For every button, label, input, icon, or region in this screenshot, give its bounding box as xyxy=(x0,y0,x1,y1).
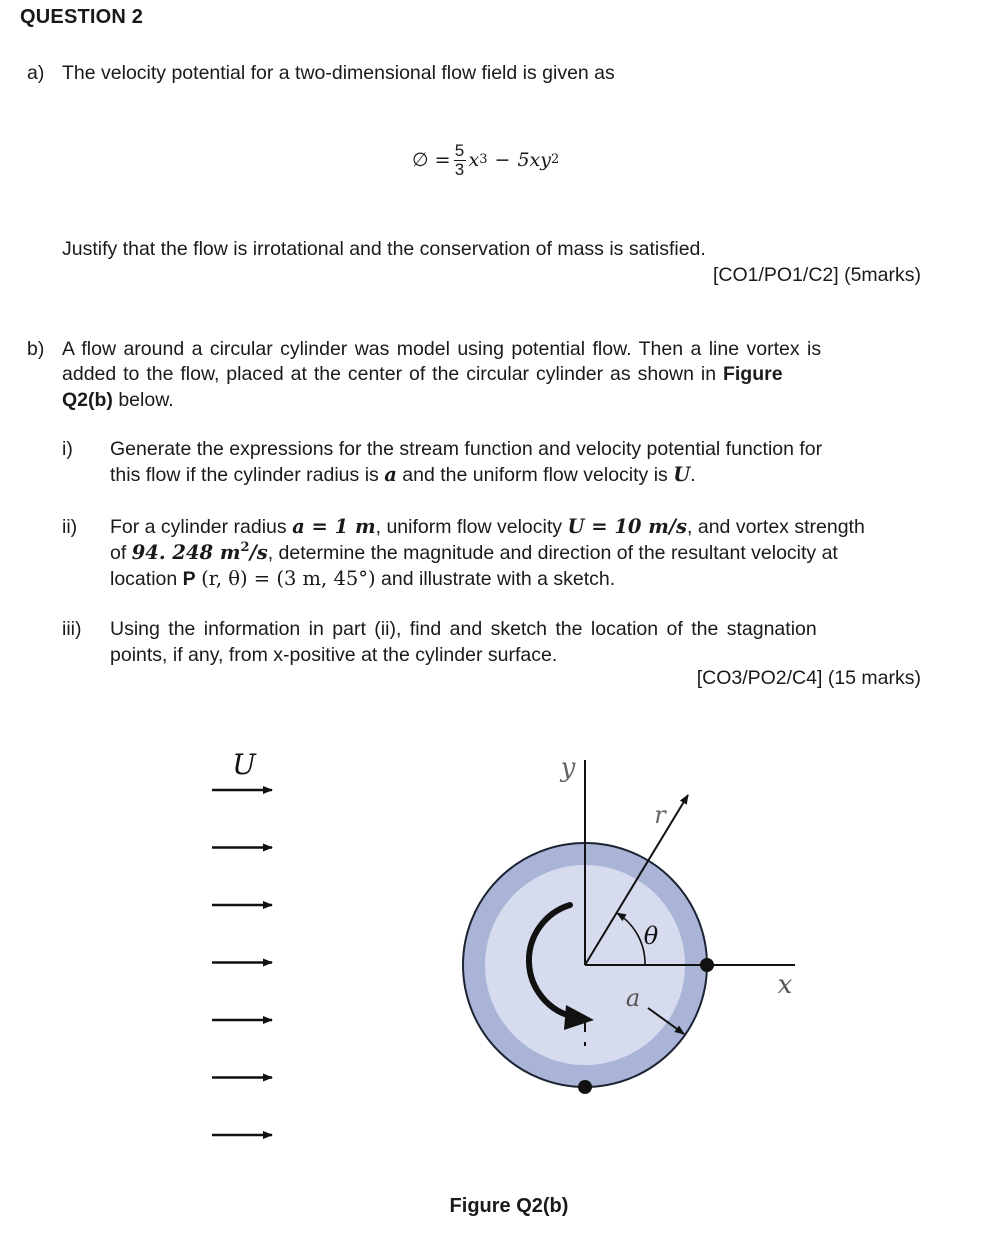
item-i-num: i) xyxy=(62,438,73,460)
question-heading: QUESTION 2 xyxy=(20,6,144,28)
symbol-a: a xyxy=(384,463,397,486)
vortex-strength-value: 94. 248 m xyxy=(131,541,241,564)
vortex-strength-unit: /s xyxy=(249,541,268,564)
part-b-line3-text: below. xyxy=(112,389,174,411)
item-ii-line3-b: and illustrate with a sketch. xyxy=(375,568,616,590)
item-ii-line1-a: For a cylinder radius xyxy=(110,516,293,538)
part-a-intro: The velocity potential for a two-dimensional flow field is given as xyxy=(62,62,615,84)
part-b-marks: [CO3/PO2/C4] (15 marks) xyxy=(696,667,921,689)
part-b-line1: A flow around a circular cylinder was model using potential flow. Then a line vortex is xyxy=(62,338,822,360)
fraction-denominator: 3 xyxy=(454,159,465,179)
item-i-line2-b: and the uniform flow velocity is xyxy=(396,464,674,486)
part-a-marks: [CO1/PO1/C2] (5marks) xyxy=(712,264,921,286)
equation-lhs: ∅ = xyxy=(412,149,451,171)
figure-q2b xyxy=(0,730,998,1170)
figure-ref-bold-2: Q2(b) xyxy=(62,389,113,411)
item-ii-line1 xyxy=(110,514,865,540)
uniform-flow-arrows xyxy=(212,790,272,1135)
part-b-line3 xyxy=(62,387,174,413)
velocity-potential-equation: ∅ = $\frac{5}{3}$ x 3 − 5xy 2 xyxy=(412,140,560,179)
item-ii-line3 xyxy=(110,566,615,592)
label-theta: θ xyxy=(643,922,659,950)
item-ii-line3-a: location xyxy=(110,568,183,590)
part-a-question: Justify that the flow is irrotational and the conservation of mass is satisfied. xyxy=(62,238,706,260)
radius-value: a = 1 m xyxy=(292,515,376,538)
item-ii-line2-b: , determine the magnitude and direction of the resultant velocity at xyxy=(267,542,838,564)
part-b-label: b) xyxy=(27,338,45,360)
vortex-strength-exp: 2 xyxy=(240,540,250,555)
point-P: P xyxy=(182,568,196,590)
figure-ref-bold: Figure xyxy=(722,363,783,385)
label-y: y xyxy=(560,753,576,783)
equation-term2: 5xy xyxy=(517,149,551,171)
item-iii-line1: Using the information in part (ii), find and sketch the location of the stagnation xyxy=(110,618,817,640)
part-b-line2 xyxy=(62,361,783,387)
item-iii-num: iii) xyxy=(62,618,82,640)
item-ii-line2 xyxy=(110,540,838,566)
velocity-value: U = 10 m/s xyxy=(567,515,688,538)
figure-caption: Figure Q2(b) xyxy=(449,1195,569,1217)
symbol-U: U xyxy=(673,463,691,486)
item-i-line2-a: this flow if the cylinder radius is xyxy=(110,464,385,486)
item-iii-line2: points, if any, from x-positive at the cylinder surface. xyxy=(110,644,558,666)
equation-minus: − xyxy=(494,149,511,171)
item-ii-num: ii) xyxy=(62,516,78,538)
point-on-x-axis xyxy=(700,958,714,972)
part-a-label: a) xyxy=(27,62,45,84)
fraction-numerator: 5 xyxy=(454,140,465,160)
item-ii-line1-b: , uniform flow velocity xyxy=(375,516,568,538)
item-i-line2 xyxy=(110,462,696,488)
equation-term1: x xyxy=(468,149,480,171)
location-value: (r, θ) = (3 m, 45°) xyxy=(201,567,376,590)
equation-fraction xyxy=(454,142,466,179)
item-i-line2-c: . xyxy=(690,464,696,486)
label-a: a xyxy=(625,984,641,1012)
label-U: U xyxy=(232,748,256,781)
label-x: x xyxy=(777,970,793,1000)
label-r: r xyxy=(654,801,666,829)
item-ii-line2-a: of xyxy=(110,542,132,564)
item-ii-line1-c: , and vortex strength xyxy=(687,516,865,538)
point-on-bottom xyxy=(578,1080,592,1094)
item-i-line1: Generate the expressions for the stream function and velocity potential function for xyxy=(110,438,823,460)
part-b-line2-text: added to the flow, placed at the center of the circular cylinder as shown in xyxy=(62,363,723,385)
